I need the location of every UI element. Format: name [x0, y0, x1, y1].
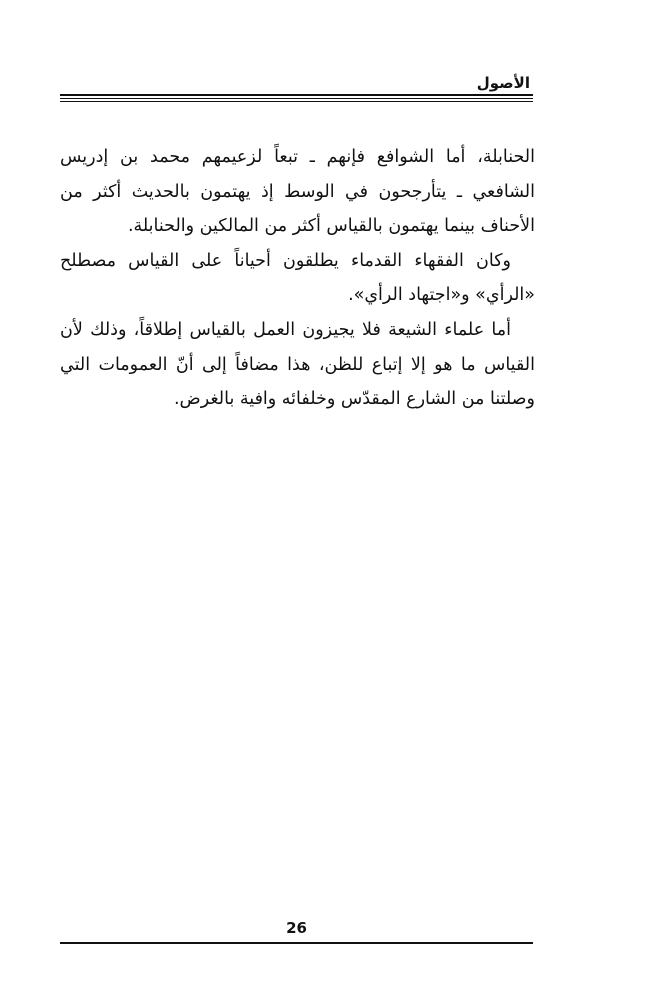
footer-rule	[60, 942, 533, 944]
header-rule-thick	[60, 94, 533, 96]
running-header-title: الأصول	[476, 74, 530, 92]
header-rule-thin-lower	[60, 101, 533, 102]
page-number: 26	[286, 919, 307, 937]
paragraph-ray-definition: وكان الفقهاء القدماء يطلقون أحياناً على القياس مصطلح «الرأي» و«اجتهاد الرأي».	[60, 250, 535, 306]
header-rule-thin	[60, 98, 533, 99]
paragraph-shia-position: أما علماء الشيعة فلا يجيزون العمل بالقياس إطلاقاً، وذلك لأن القياس ما هو إلا إتباع للظن، هذا مضافاً إلى أنّ العمومات التي وصلتنا من الشارع المقدّس وخلفائه وافية بالغرض.	[60, 319, 535, 410]
paragraph-continuation: الحنابلة، أما الشوافع فإنهم ـ تبعاً لزعيمهم محمد بن إدريس الشافعي ـ يتأرجحون في الوسط إذ يهتمون بالحديث أكثر من الأحناف بينما يهتمون بالقياس أكثر من المالكين والحنابلة.	[60, 147, 535, 237]
body-text	[60, 140, 535, 417]
